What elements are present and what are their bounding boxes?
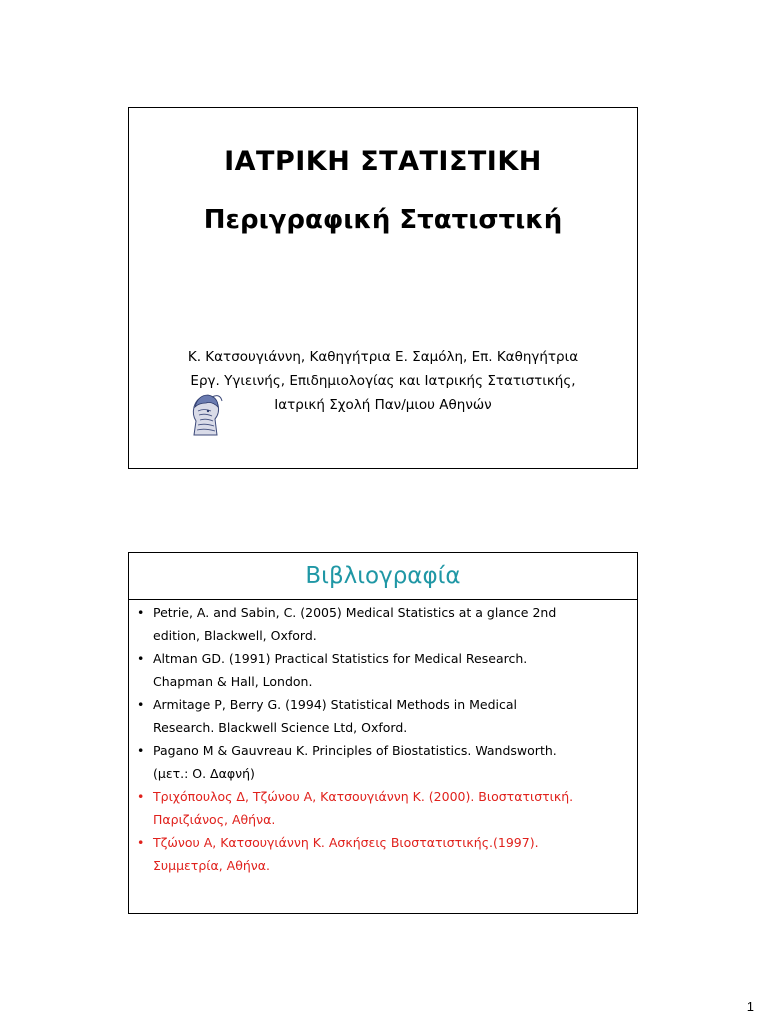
reference-line: Pagano M & Gauvreau K. Principles of Biostatistics. Wandsworth.: [153, 743, 557, 758]
department-line: Εργ. Υγιεινής, Επιδημιολογίας και Ιατρικής Στατιστικής,: [190, 373, 576, 389]
list-item: [129, 739, 625, 785]
bullet-icon: •: [137, 697, 145, 712]
reference-line: (μετ.: Ο. Δαφνή): [153, 766, 255, 781]
reference-line: edition, Blackwell, Oxford.: [153, 628, 317, 643]
reference-line: Armitage P, Berry G. (1994) Statistical Methods in Medical: [153, 697, 517, 712]
university-crest-icon: [184, 391, 224, 441]
list-item: [129, 601, 625, 647]
list-item: [129, 647, 625, 693]
reference-line: Τζώνου Α, Κατσουγιάννη Κ. Ασκήσεις Βιοστατιστικής.(1997).: [153, 835, 539, 850]
bibliography-heading: Βιβλιογραφία: [129, 553, 637, 600]
bibliography-slide: [128, 552, 638, 914]
reference-line: Petrie, A. and Sabin, C. (2005) Medical Statistics at a glance 2nd: [153, 605, 557, 620]
bullet-icon: •: [137, 605, 145, 620]
slide-subtitle: Περιγραφική Στατιστική: [203, 205, 563, 235]
title-slide: [128, 107, 638, 469]
list-item: [129, 831, 625, 877]
page-number: 1: [746, 999, 754, 1014]
bullet-icon: •: [137, 743, 145, 758]
reference-line: Τριχόπουλος Δ, Τζώνου Α, Κατσουγιάννη Κ. (2000). Βιοστατιστική.: [153, 789, 574, 804]
reference-line: Altman GD. (1991) Practical Statistics for Medical Research.: [153, 651, 528, 666]
school-line: Ιατρική Σχολή Παν/μιου Αθηνών: [274, 397, 492, 413]
bullet-icon: •: [137, 789, 145, 804]
reference-line: Συμμετρία, Αθήνα.: [153, 858, 270, 873]
list-item: [129, 785, 625, 831]
reference-line: Research. Blackwell Science Ltd, Oxford.: [153, 720, 408, 735]
bullet-icon: •: [137, 835, 145, 850]
reference-list: [129, 601, 625, 877]
bullet-icon: •: [137, 651, 145, 666]
reference-line: Παριζιάνος, Αθήνα.: [153, 812, 276, 827]
list-item: [129, 693, 625, 739]
reference-line: Chapman & Hall, London.: [153, 674, 313, 689]
authors-line: Κ. Κατσουγιάννη, Καθηγήτρια Ε. Σαμόλη, Επ. Καθηγήτρια: [187, 349, 579, 365]
slide-title: ΙΑΤΡΙΚΗ ΣΤΑΤΙΣΤΙΚΗ: [224, 146, 542, 177]
